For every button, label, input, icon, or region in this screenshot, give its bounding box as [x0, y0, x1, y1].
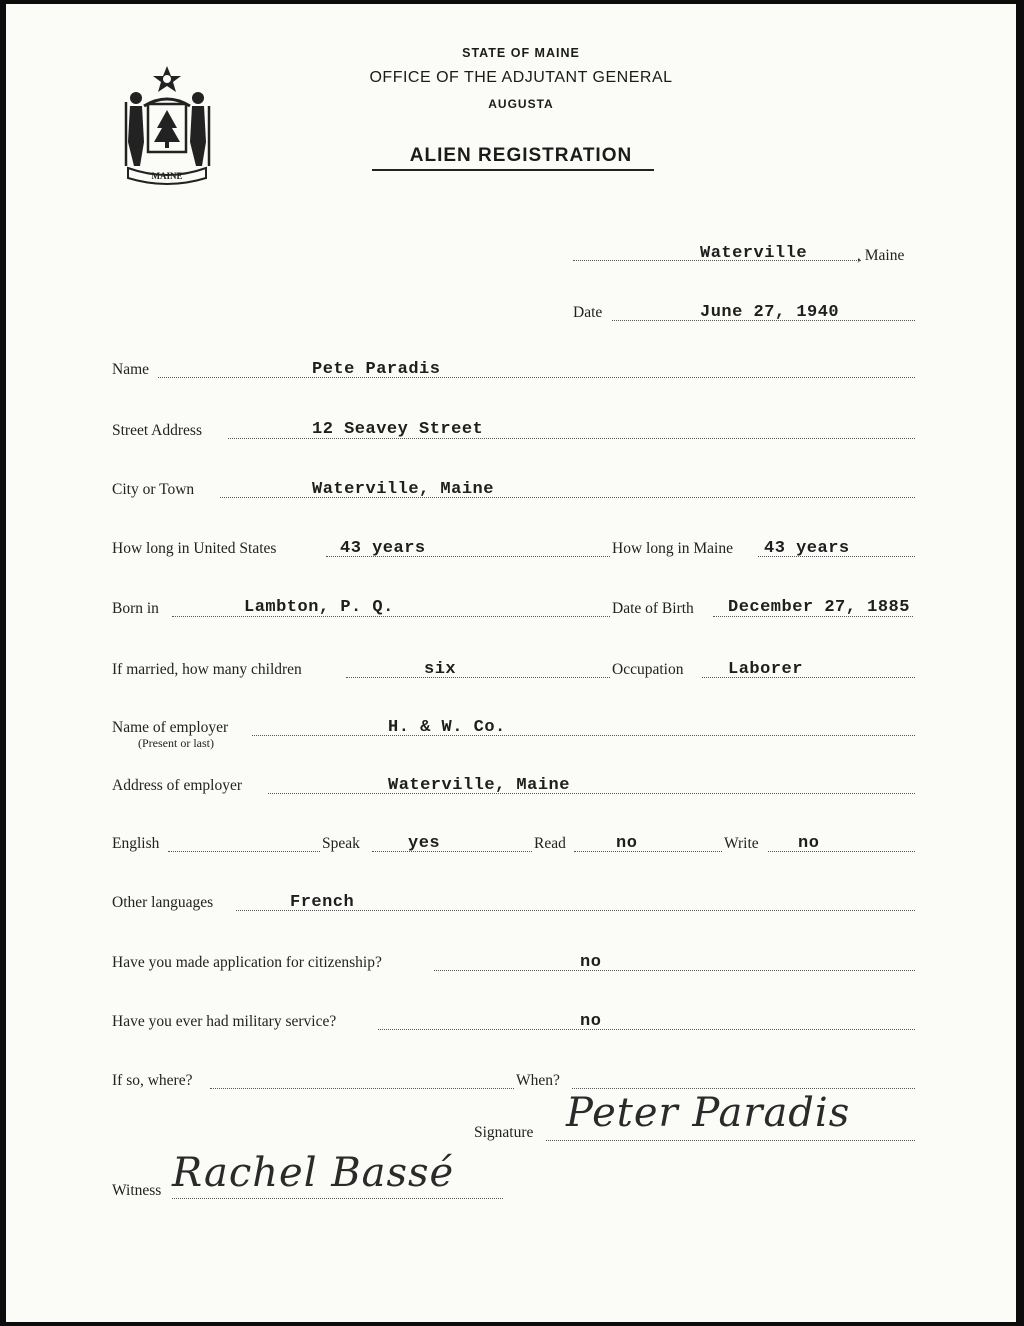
city-heading: AUGUSTA	[488, 97, 554, 111]
form-title: ALIEN REGISTRATION	[409, 145, 633, 166]
signature-dotted-line	[546, 1140, 915, 1141]
seal-motto-text: MAINE	[151, 171, 183, 181]
citizenship-dotted-line	[434, 970, 915, 971]
employer-label: Name of employer	[112, 719, 229, 736]
street-address-label: Street Address	[112, 422, 202, 439]
maine-state-seal-icon	[114, 62, 220, 186]
military-value: no	[580, 1012, 602, 1031]
witness-label: Witness	[112, 1182, 162, 1199]
children-value: six	[424, 660, 457, 679]
other-languages-label: Other languages	[112, 894, 214, 911]
where-label: If so, where?	[112, 1072, 193, 1089]
how-long-us-label: How long in United States	[112, 540, 277, 557]
employer-address-dotted-line	[268, 793, 915, 794]
when-label: When?	[516, 1072, 560, 1089]
employer-address-label: Address of employer	[112, 777, 242, 794]
employer-sublabel: (Present or last)	[138, 736, 214, 750]
english-label: English	[112, 835, 160, 852]
location-suffix: , Maine	[857, 247, 905, 264]
how-long-us-value: 43 years	[340, 539, 426, 558]
citizenship-label: Have you made application for citizenship?	[112, 954, 382, 971]
signature-label: Signature	[474, 1124, 534, 1141]
street-address-value: 12 Seavey Street	[312, 420, 484, 439]
title-underline	[372, 169, 654, 171]
name-label: Name	[112, 361, 150, 378]
date-label: Date	[573, 304, 603, 321]
occupation-value: Laborer	[728, 660, 803, 679]
read-label: Read	[534, 835, 566, 852]
employer-value: H. & W. Co.	[388, 718, 506, 737]
location-value: Waterville	[700, 244, 808, 263]
read-dotted-line	[574, 851, 722, 852]
other-languages-value: French	[290, 893, 355, 912]
state-heading: STATE OF MAINE	[462, 46, 580, 60]
date-of-birth-value: December 27, 1885	[728, 598, 910, 617]
date-value: June 27, 1940	[700, 303, 840, 322]
military-label: Have you ever had military service?	[112, 1013, 337, 1030]
children-label: If married, how many children	[112, 661, 302, 678]
english-dotted-line	[168, 851, 320, 852]
employer-address-value: Waterville, Maine	[388, 776, 570, 795]
registration-form	[6, 4, 1016, 1322]
witness-dotted-line	[172, 1198, 503, 1199]
children-dotted-line	[346, 677, 610, 678]
city-label: City or Town	[112, 481, 195, 498]
witness-value: Rachel Bassé	[172, 1150, 455, 1196]
occupation-label: Occupation	[612, 661, 684, 678]
write-label: Write	[724, 835, 759, 852]
write-value: no	[798, 834, 820, 853]
signature-value: Peter Paradis	[566, 1090, 851, 1136]
how-long-maine-label: How long in Maine	[612, 540, 733, 557]
office-heading: OFFICE OF THE ADJUTANT GENERAL	[369, 69, 673, 86]
speak-value: yes	[408, 834, 441, 853]
born-in-value: Lambton, P. Q.	[244, 598, 394, 617]
name-value: Pete Paradis	[312, 360, 441, 379]
military-dotted-line	[378, 1029, 915, 1030]
read-value: no	[616, 834, 638, 853]
when-dotted-line	[572, 1088, 915, 1089]
born-in-label: Born in	[112, 600, 159, 617]
name-dotted-line	[158, 377, 915, 378]
speak-dotted-line	[372, 851, 532, 852]
employer-dotted-line	[252, 735, 915, 736]
citizenship-value: no	[580, 953, 602, 972]
speak-label: Speak	[322, 835, 360, 852]
where-dotted-line	[210, 1088, 514, 1089]
write-dotted-line	[768, 851, 915, 852]
city-value: Waterville, Maine	[312, 480, 494, 499]
date-of-birth-label: Date of Birth	[612, 600, 694, 617]
how-long-maine-value: 43 years	[764, 539, 850, 558]
